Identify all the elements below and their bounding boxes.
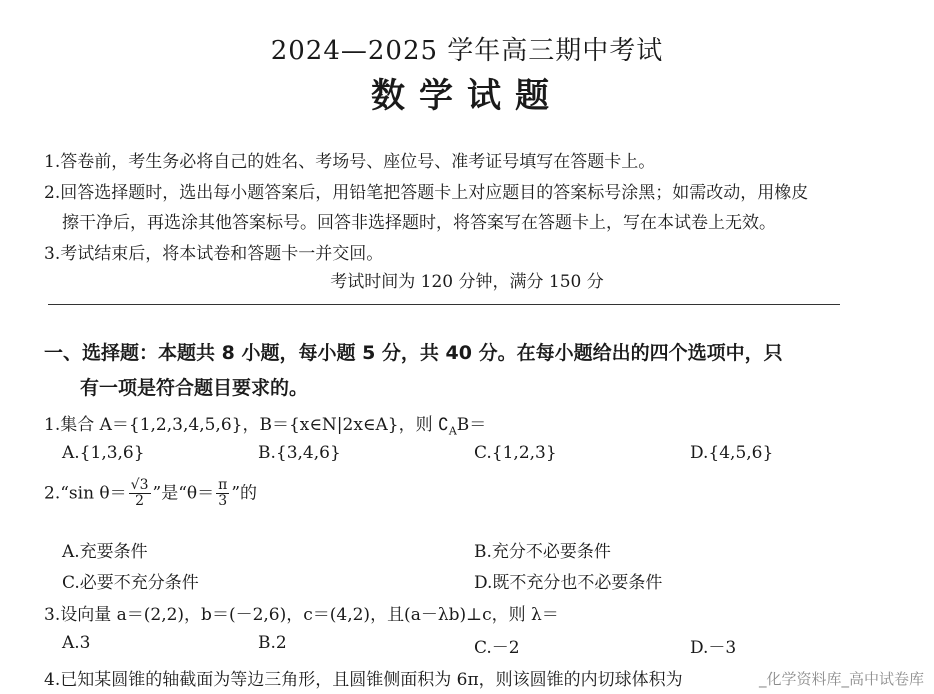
section-heading-cont: 有一项是符合题目要求的。 [80, 377, 309, 399]
exam-time: 考试时间为 120 分钟，满分 150 分 [330, 272, 604, 292]
divider-line [48, 304, 840, 305]
fraction-denominator: 2 [135, 493, 145, 510]
instruction-3: 3.考试结束后，将本试卷和答题卡一并交回。 [44, 244, 384, 264]
question-1-stem-end: B＝ [456, 415, 487, 435]
question-2 [44, 478, 257, 510]
fraction-sqrt3-over-2 [129, 478, 151, 510]
instruction-1: 1.答卷前，考生务必将自己的姓名、考场号、座位号、准考证号填写在答题卡上。 [44, 152, 656, 172]
question-1 [44, 410, 486, 437]
q2-option-d: D.既不充分也不必要条件 [474, 573, 663, 593]
fraction-denominator: 3 [218, 493, 228, 510]
q2-option-c: C.必要不充分条件 [62, 573, 199, 593]
fraction-pi-over-3 [216, 478, 229, 510]
q1-option-b: B.{3,4,6} [258, 443, 341, 463]
question-2-suffix: ”的 [231, 483, 258, 504]
watermark-text: _化学资料库_高中试卷库 [758, 670, 924, 688]
q3-option-a: A.3 [62, 633, 91, 653]
question-2-prefix: 2.“sin θ＝ [44, 483, 127, 504]
question-3: 3.设向量 a＝(2,2)，b＝(－2,6)，c＝(4,2)，且(a－λb)⊥c，则 λ＝ [44, 605, 559, 625]
exam-subject: 数学试题 [371, 76, 563, 116]
question-1-subscript: A [448, 424, 457, 438]
q3-option-b: B.2 [258, 633, 287, 653]
q1-option-d: D.{4,5,6} [690, 443, 774, 463]
section-heading: 一、选择题：本题共 8 小题，每小题 5 分，共 40 分。在每小题给出的四个选项中，只 [44, 342, 783, 364]
question-1-stem: 1.集合 A＝{1,2,3,4,5,6}，B＝{x∈N|2x∈A}，则 ∁ [44, 415, 449, 435]
q2-option-a: A.充要条件 [62, 542, 148, 562]
q3-option-c: C.－2 [474, 638, 520, 658]
fraction-numerator: √3 [130, 477, 149, 493]
exam-title: 2024—2025 学年高三期中考试 [270, 36, 664, 66]
fraction-numerator: π [218, 477, 228, 493]
instruction-2: 2.回答选择题时，选出每小题答案后，用铅笔把答题卡上对应题目的答案标号涂黑；如需改动，用橡皮 [44, 183, 809, 203]
q1-option-a: A.{1,3,6} [62, 443, 145, 463]
q1-option-c: C.{1,2,3} [474, 443, 557, 463]
question-4: 4.已知某圆锥的轴截面为等边三角形，且圆锥侧面积为 6π，则该圆锥的内切球体积为 [44, 670, 683, 690]
q2-option-b: B.充分不必要条件 [474, 542, 611, 562]
q3-option-d: D.－3 [690, 638, 737, 658]
instruction-2-cont: 擦干净后，再选涂其他答案标号。回答非选择题时，将答案写在答题卡上，写在本试卷上无效。 [62, 213, 776, 233]
question-2-middle: ”是“θ＝ [152, 483, 215, 504]
